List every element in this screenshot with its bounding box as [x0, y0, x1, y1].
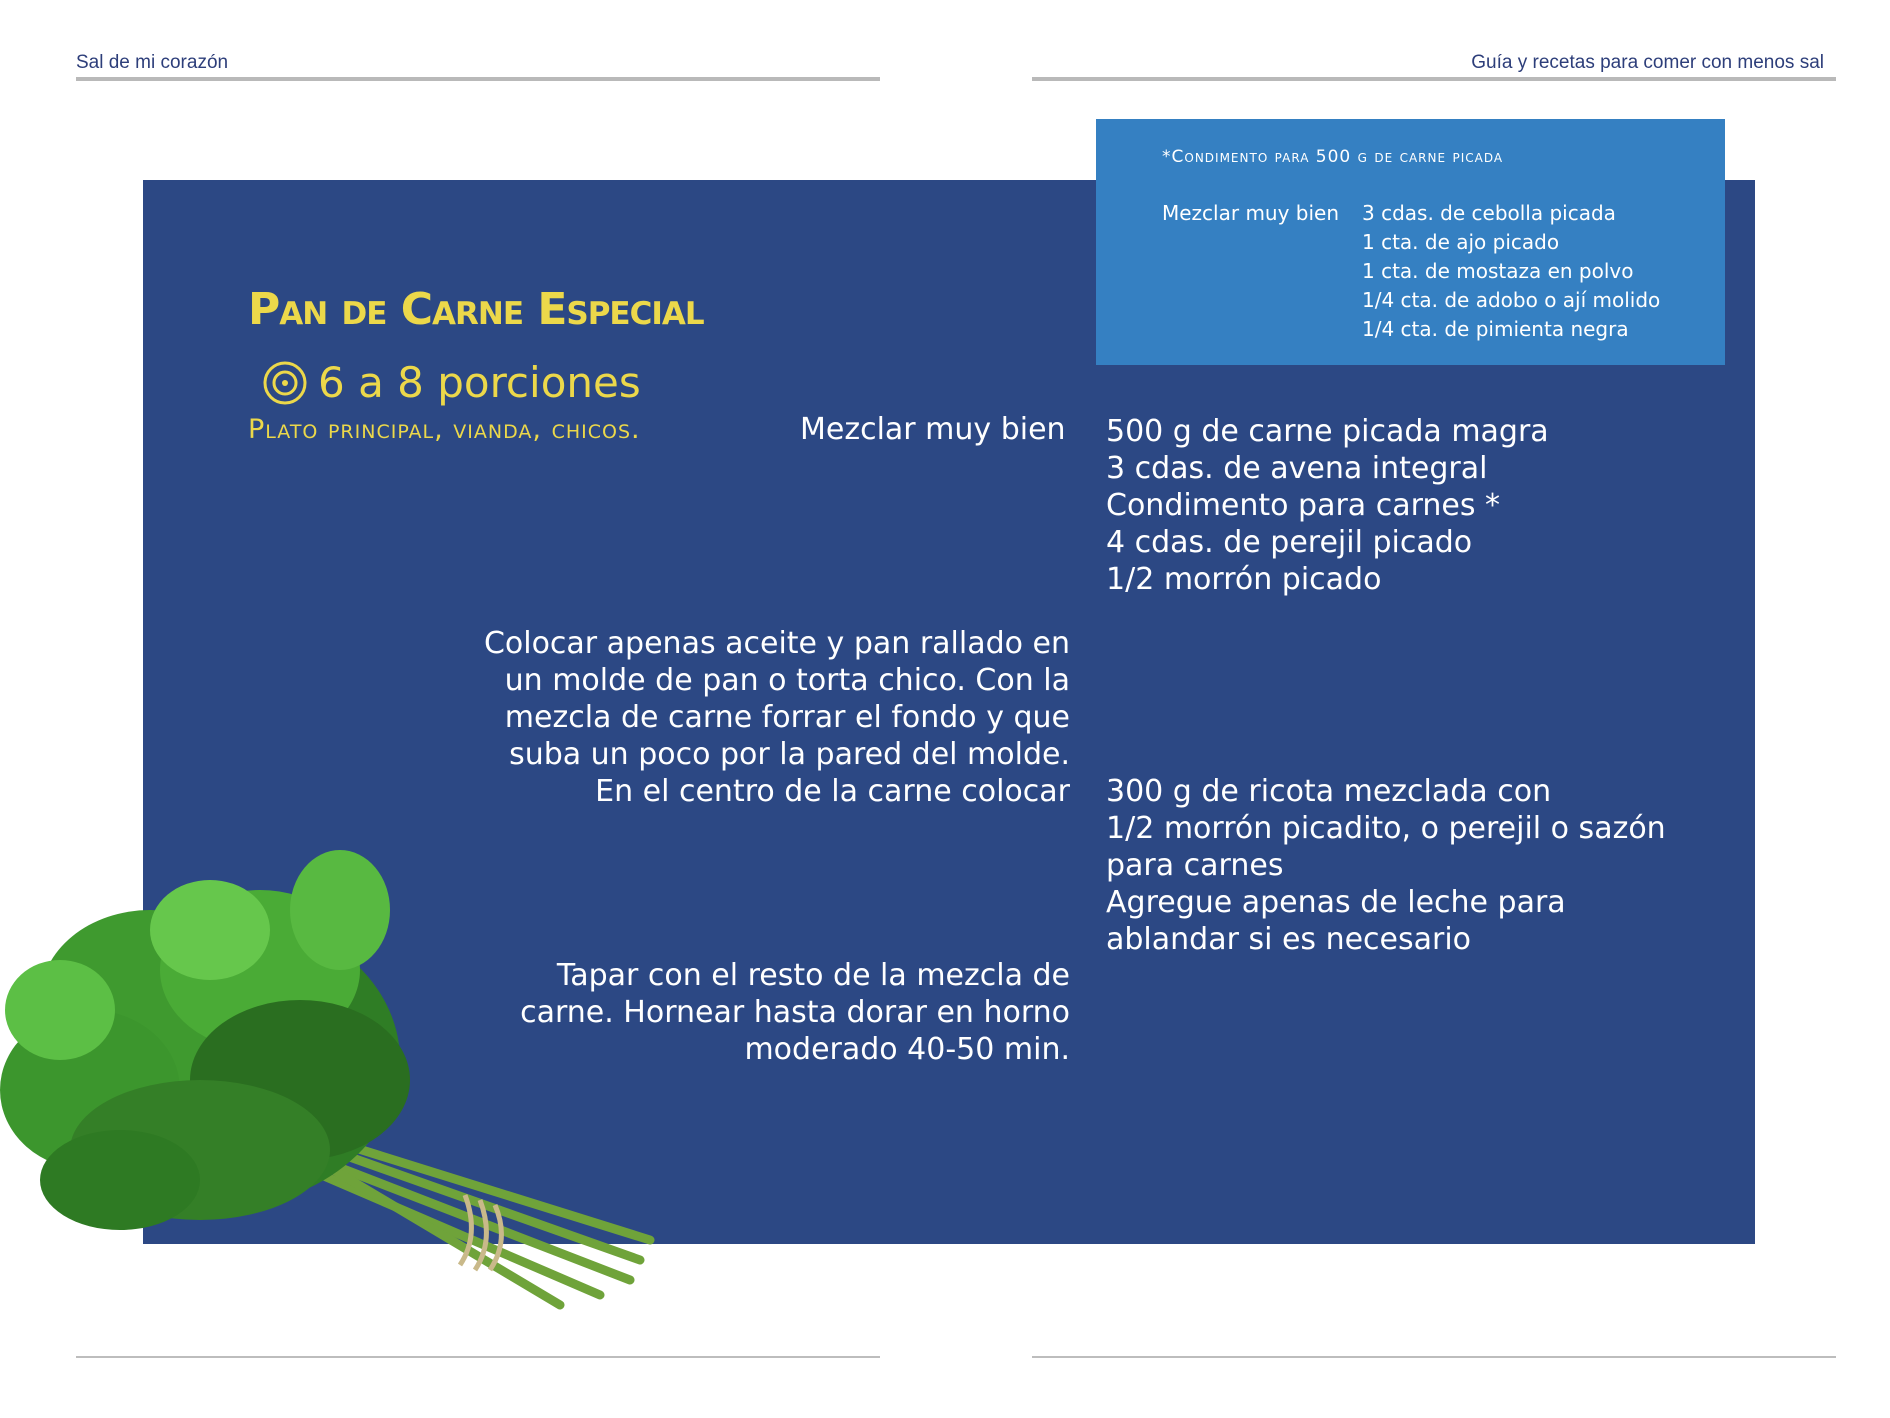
instruction-line: un molde de pan o torta chico. Con la: [504, 663, 1070, 698]
step-2-ingredients: [1106, 773, 1666, 958]
ingredient-item: 300 g de ricota mezclada con: [1106, 774, 1552, 809]
portions-text: 6 a 8 porciones: [318, 358, 641, 407]
condiment-title: *Condimento para 500 g de carne picada: [1162, 147, 1504, 167]
instruction-line: En el centro de la carne colocar: [595, 774, 1070, 809]
ingredient-item: 1/2 morrón picadito, o perejil o sazón: [1106, 811, 1666, 846]
recipe-category: Plato principal, vianda, chicos.: [248, 414, 641, 445]
condiment-ingredient: 1/4 cta. de pimienta negra: [1362, 317, 1629, 341]
instruction-line: carne. Hornear hasta dorar en horno: [520, 995, 1070, 1030]
condiment-box: [1096, 119, 1725, 365]
instruction-line: Tapar con el resto de la mezcla de: [556, 958, 1070, 993]
instruction-line: mezcla de carne forrar el fondo y que: [504, 700, 1070, 735]
ingredient-item: Condimento para carnes *: [1106, 488, 1501, 523]
instruction-line: moderado 40-50 min.: [744, 1032, 1070, 1067]
condiment-ingredient-list: [1362, 199, 1660, 344]
condiment-ingredient: 3 cdas. de cebolla picada: [1362, 201, 1616, 225]
ingredient-item: para carnes: [1106, 848, 1284, 883]
header-left-title: Sal de mi corazón: [76, 52, 229, 73]
recipe-title: Pan de Carne Especial: [248, 284, 704, 335]
step-1-ingredients: [1106, 413, 1549, 598]
ingredient-item: 4 cdas. de perejil picado: [1106, 525, 1473, 560]
condiment-instruction: Mezclar muy bien: [1162, 201, 1340, 225]
condiment-ingredient: 1 cta. de mostaza en polvo: [1362, 259, 1634, 283]
condiment-ingredient: 1 cta. de ajo picado: [1362, 230, 1560, 254]
instruction-line: suba un poco por la pared del molde.: [509, 737, 1070, 772]
parsley-image: [0, 850, 660, 1330]
step-2-instruction: [484, 625, 1070, 810]
ingredient-item: 1/2 morrón picado: [1106, 562, 1382, 597]
step-1-instruction: Mezclar muy bien: [800, 412, 1066, 447]
condiment-ingredient: 1/4 cta. de adobo o ají molido: [1362, 288, 1661, 312]
instruction-line: Colocar apenas aceite y pan rallado en: [483, 626, 1070, 661]
ingredient-item: Agregue apenas de leche para: [1106, 885, 1566, 920]
ingredient-item: 500 g de carne picada magra: [1106, 414, 1549, 449]
target-icon: [262, 360, 308, 406]
ingredient-item: 3 cdas. de avena integral: [1106, 451, 1488, 486]
portions-line: [262, 358, 641, 407]
footer-rule-left: [76, 1356, 880, 1358]
ingredient-item: ablandar si es necesario: [1106, 922, 1472, 957]
footer-rule-right: [1032, 1356, 1836, 1358]
header-rule-left: [76, 77, 880, 81]
header-right-title: Guía y recetas para comer con menos sal: [1471, 52, 1824, 73]
header-rule-right: [1032, 77, 1836, 81]
